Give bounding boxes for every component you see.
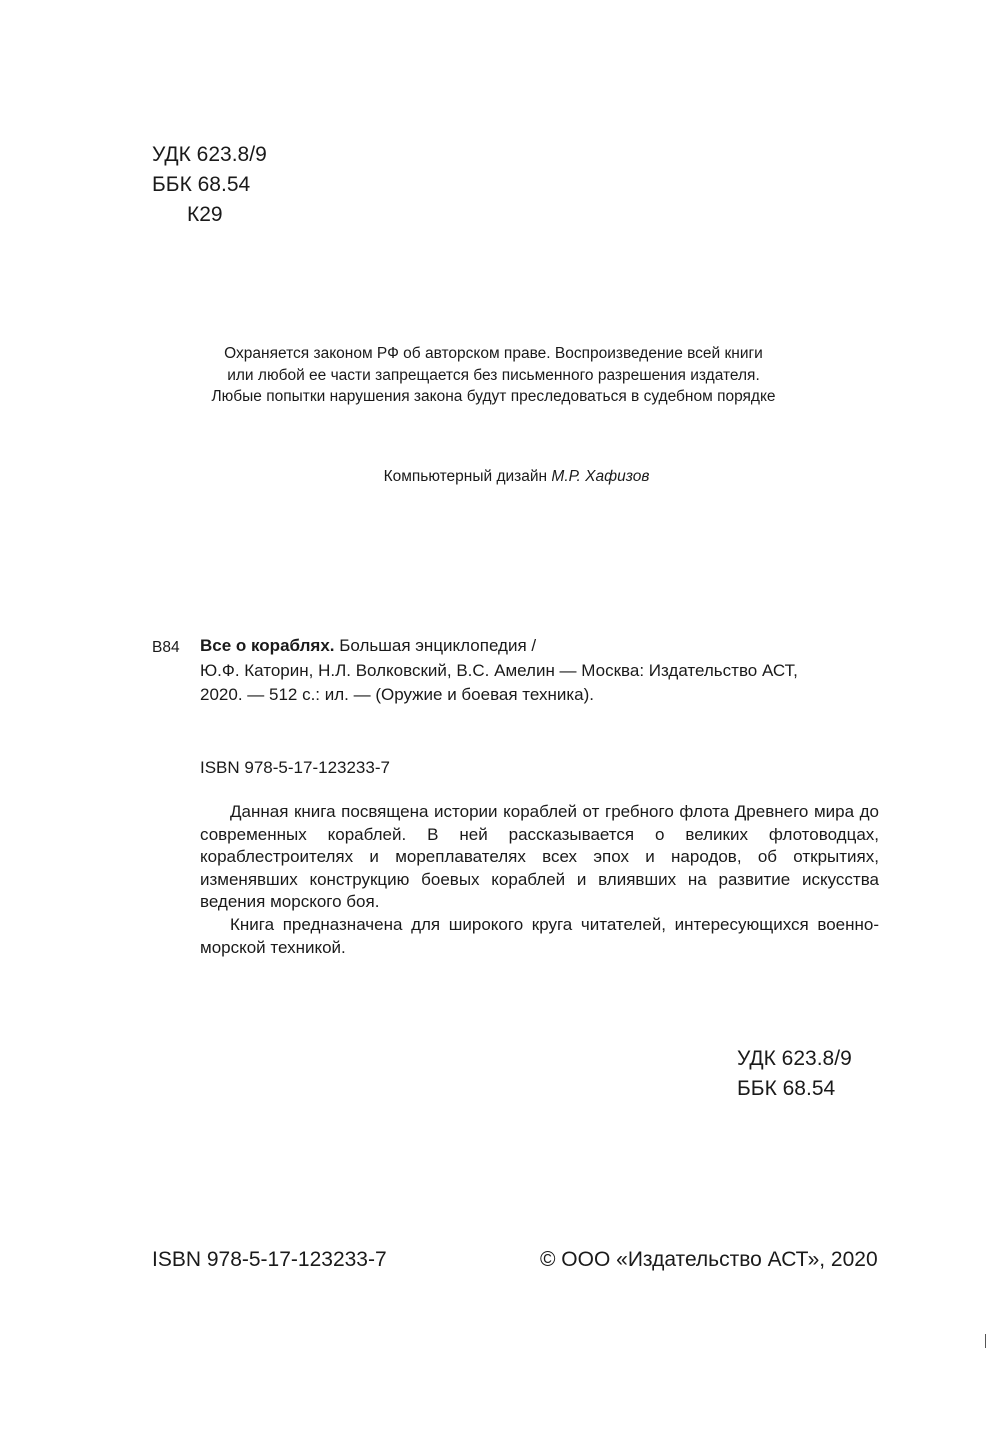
notice-line: Охраняется законом РФ об авторском праве. Воспроизведение всей книги — [224, 345, 763, 362]
isbn-middle: ISBN 978-5-17-123233-7 — [200, 758, 390, 777]
catalog-code: В84 — [152, 639, 180, 656]
bibliographic-entry — [200, 634, 890, 708]
annotation — [200, 801, 879, 959]
book-subtitle: Большая энциклопедия / — [334, 636, 537, 655]
bbk-top: ББК 68.54 — [152, 173, 251, 196]
author-mark: К29 — [187, 203, 223, 226]
biblio-line-1 — [200, 634, 890, 659]
copyright-notice — [0, 343, 987, 408]
notice-line: Любые попытки нарушения закона будут преследоваться в судебном порядке — [211, 388, 776, 405]
notice-line: или любой ее части запрещается без письменного разрешения издателя. — [227, 366, 760, 384]
bbk-bottom: ББК 68.54 — [737, 1077, 836, 1100]
designer-name: М.Р. Хафизов — [551, 468, 650, 485]
biblio-line-3: 2020. — 512 с.: ил. — (Оружие и боевая техника). — [200, 685, 595, 704]
annotation-paragraph: Книга предназначена для широкого круга читателей, интересующихся военно-морской техникой. — [200, 914, 879, 957]
udk-top: УДК 623.8/9 — [152, 143, 267, 166]
udk-bottom: УДК 623.8/9 — [737, 1047, 852, 1070]
crop-mark — [985, 1334, 986, 1348]
book-title: Все о кораблях. — [200, 636, 335, 655]
annotation-paragraph: Данная книга посвящена истории кораблей от гребного флота Древнего мира до современных кораблей. В ней рассказывается о великих флотоводцах, кораблестроителях и мореплавателях всех эпох и народов, об открытиях, изменявших конструкцию боевых кораблей и влиявших на развитие искусства ведения морского боя. — [200, 802, 879, 912]
copyright-footer: © ООО «Издательство АСТ», 2020 — [540, 1248, 878, 1271]
design-credit — [0, 466, 987, 488]
biblio-line-2: Ю.Ф. Каторин, Н.Л. Волковский, В.С. Амелин — Москва: Издательство АСТ, — [200, 660, 798, 680]
isbn-footer: ISBN 978-5-17-123233-7 — [152, 1248, 387, 1271]
design-credit-label: Компьютерный дизайн — [383, 468, 552, 485]
